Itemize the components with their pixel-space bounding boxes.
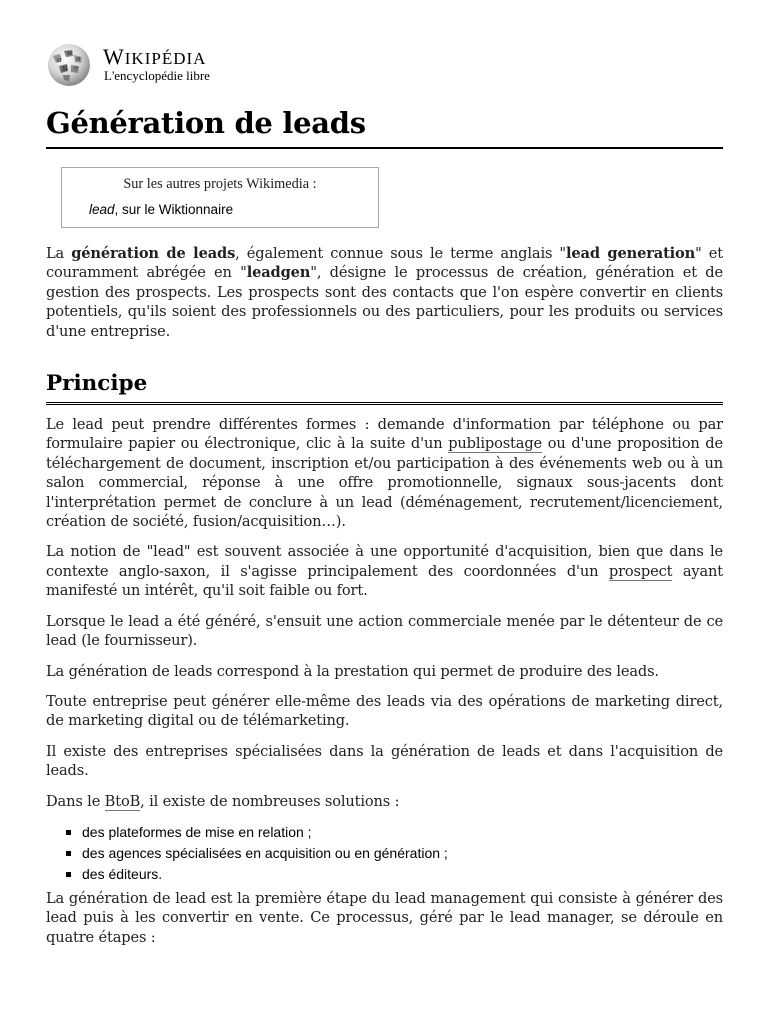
list-item: des éditeurs.	[82, 864, 723, 885]
solutions-list	[46, 822, 723, 885]
paragraph-forms: Le lead peut prendre différentes formes : demande d'information par téléphone ou par formulaire papier ou électronique, clic à la suite d'un publipostage ou d'une proposition de téléchargement de document, inscription et/ou participation à des événements web ou à un salon commercial, réponse à une offre promotionnelle, signaux sous-jacents dont l'interprétation permet de conclure à un lead (déménagement, recrutement/licenciement, création de société, fusion/acquisition…).	[46, 416, 723, 531]
link-prospect[interactable]: prospect	[608, 562, 673, 580]
paragraph-prestation: La génération de leads correspond à la prestation qui permet de produire des leads.	[46, 662, 659, 680]
sister-projects-title: Sur les autres projets Wikimedia :	[123, 176, 317, 192]
wiktionary-link[interactable]: lead, sur le Wiktionnaire	[89, 202, 234, 217]
section-heading-principe: Principe	[46, 371, 723, 405]
site-tagline: L'encyclopédie libre	[104, 68, 210, 83]
sister-projects-box	[61, 167, 379, 228]
intro-paragraph: La génération de leads, également connue sous le terme anglais "lead generation" et couramment abrégée en "leadgen", désigne le processus de création, génération et de gestion des prospects. Les prospects sont des contacts que l'on espère convertir en clients potentiels, qu'ils soient des professionnels ou des particuliers, pour les produits ou services d'une entreprise.	[46, 245, 723, 340]
page-title: Génération de leads	[46, 103, 723, 149]
site-header[interactable]	[45, 42, 345, 88]
paragraph-specialized: Il existe des entreprises spécialisées dans la génération de leads et dans l'acquisition de leads.	[46, 742, 723, 780]
paragraph-enterprise: Toute entreprise peut générer elle-même des leads via des opérations de marketing direct, de marketing digital ou de télémarketing.	[46, 692, 723, 730]
wikipedia-globe-logo[interactable]	[45, 42, 93, 88]
paragraph-notion: La notion de "lead" est souvent associée à une opportunité d'acquisition, bien que dans le contexte anglo-saxon, il s'agisse principalement des coordonnées d'un prospect ayant manifesté un intérêt, qu'il soit faible ou fort.	[46, 543, 723, 600]
wiktionary-term[interactable]: lead	[89, 202, 115, 217]
list-item: des plateformes de mise en relation ;	[82, 822, 723, 843]
list-item: des agences spécialisées en acquisition ou en génération ;	[82, 843, 723, 864]
svg-text:維: 維	[62, 67, 69, 73]
link-publipostage[interactable]: publipostage	[448, 435, 542, 453]
svg-text:W: W	[67, 51, 73, 57]
link-btob[interactable]: BtoB	[104, 792, 141, 810]
paragraph-lead-management: La génération de lead est la première étape du lead management qui consiste à générer des lead puis à les convertir en vente. Ce processus, géré par le lead manager, se déroule en quatre étapes :	[46, 889, 723, 946]
wikipedia-wordmark: WIKIPÉDIA	[103, 44, 207, 69]
article-content	[46, 244, 723, 958]
paragraph-btob: Dans le BtoB, il existe de nombreuses solutions :	[46, 792, 400, 810]
svg-text:Ω: Ω	[57, 58, 62, 64]
paragraph-generated: Lorsque le lead a été généré, s'ensuit une action commerciale menée par le détenteur de ce lead (le fournisseur).	[46, 612, 723, 650]
svg-text:И: И	[76, 57, 81, 63]
svg-text:ウ: ウ	[73, 67, 80, 73]
